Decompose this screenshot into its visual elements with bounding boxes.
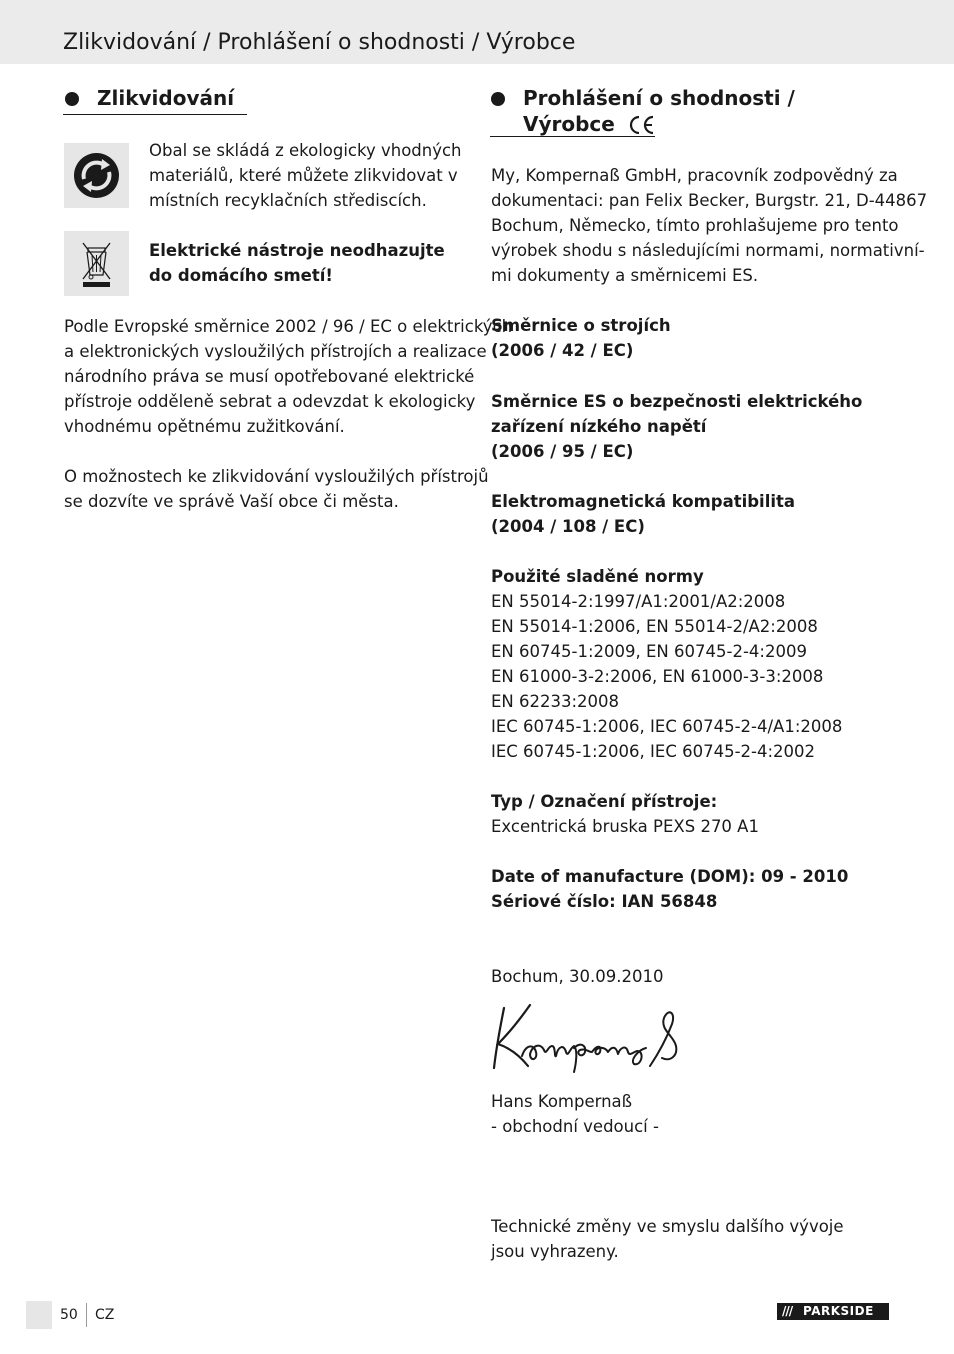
crossed-bin-icon <box>64 231 129 296</box>
weee-warning-line-1: Elektrické nástroje neodhazujte <box>149 241 445 260</box>
disposal-para-1-line-2: a elektronických vysloužilých přístrojích a realizace <box>64 342 487 361</box>
section-title-disposal: Zlikvidování <box>97 86 235 110</box>
low-voltage-directive-line-2: zařízení nízkého napětí <box>491 417 707 436</box>
disposal-para-1-line-1: Podle Evropské směrnice 2002 / 96 / EC o elektrických <box>64 317 513 336</box>
serial-number: Sériové číslo: IAN 56848 <box>491 892 718 911</box>
standards-heading: Použité sladěné normy <box>491 567 704 586</box>
standard-item: EN 60745-1:2009, EN 60745-2-4:2009 <box>491 642 807 661</box>
intro-line-3: Bochum, Německo, tímto prohlašujeme pro tento <box>491 216 899 235</box>
recycle-text-line-3: místních recyklačních střediscích. <box>149 191 427 210</box>
machinery-directive-line-1: Směrnice o strojích <box>491 316 671 335</box>
recycling-icon <box>64 143 129 208</box>
standard-item: IEC 60745-1:2006, IEC 60745-2-4:2002 <box>491 742 816 761</box>
type-heading: Typ / Označení přístroje: <box>491 792 718 811</box>
disposal-para-1-line-3: národního práva se musí opotřebované elektrické <box>64 367 475 386</box>
page-number: 50 <box>60 1307 78 1323</box>
signer-name: Hans Kompernaß <box>491 1092 633 1111</box>
intro-line-2: dokumentaci: pan Felix Becker, Burgstr. 21, D-44867 <box>491 191 928 210</box>
technical-note-line-1: Technické změny ve smyslu dalšího vývoje <box>491 1217 844 1236</box>
weee-warning-line-2: do domácího smetí! <box>149 266 333 285</box>
signature-image <box>490 1000 690 1075</box>
section-bullet-icon <box>65 92 79 106</box>
language-code: CZ <box>95 1307 115 1323</box>
disposal-para-1-line-5: vhodnému opětnému zužitkování. <box>64 417 345 436</box>
brand-slashes: /// <box>782 1304 793 1318</box>
intro-line-1: My, Kompernaß GmbH, pracovník zodpovědný za <box>491 166 898 185</box>
section-title-conformity: Prohlášení o shodnosti / <box>523 86 795 110</box>
brand-logo <box>777 1303 889 1320</box>
disposal-para-2-line-1: O možnostech ke zlikvidování vysloužilých přístrojů <box>64 467 489 486</box>
disposal-para-2-line-2: se dozvíte ve správě Vaší obce či města. <box>64 492 399 511</box>
page-title: Zlikvidování / Prohlášení o shodnosti / Výrobce <box>63 30 576 55</box>
disposal-para-1-line-4: přístroje odděleně sebrat a odevzdat k ekologicky <box>64 392 476 411</box>
section-bullet-icon <box>491 92 505 106</box>
section-underline <box>63 114 247 115</box>
signer-role: - obchodní vedoucí - <box>491 1117 659 1136</box>
section-title-manufacturer: Výrobce <box>523 112 615 136</box>
date-of-manufacture: Date of manufacture (DOM): 09 - 2010 <box>491 867 849 886</box>
section-underline <box>490 136 655 137</box>
intro-line-5: mi dokumenty a směrnicemi ES. <box>491 266 759 285</box>
standard-item: IEC 60745-1:2006, IEC 60745-2-4/A1:2008 <box>491 717 843 736</box>
emc-directive-line-1: Elektromagnetická kompatibilita <box>491 492 796 511</box>
standard-item: EN 55014-1:2006, EN 55014-2/A2:2008 <box>491 617 818 636</box>
low-voltage-directive-line-3: (2006 / 95 / EC) <box>491 442 634 461</box>
standard-item: EN 61000-3-2:2006, EN 61000-3-3:2008 <box>491 667 824 686</box>
technical-note-line-2: jsou vyhrazeny. <box>491 1242 619 1261</box>
type-value: Excentrická bruska PEXS 270 A1 <box>491 817 759 836</box>
emc-directive-line-2: (2004 / 108 / EC) <box>491 517 645 536</box>
brand-name: PARKSIDE <box>803 1304 874 1318</box>
standard-item: EN 55014-2:1997/A1:2001/A2:2008 <box>491 592 786 611</box>
place-and-date: Bochum, 30.09.2010 <box>491 967 664 986</box>
standard-item: EN 62233:2008 <box>491 692 620 711</box>
footer-divider <box>86 1303 87 1327</box>
recycle-text-line-2: materiálů, které můžete zlikvidovat v <box>149 166 458 185</box>
recycle-text-line-1: Obal se skládá z ekologicky vhodných <box>149 141 462 160</box>
ce-mark-icon <box>627 114 657 136</box>
intro-line-4: výrobek shodu s následujícími normami, normativní- <box>491 241 925 260</box>
low-voltage-directive-line-1: Směrnice ES o bezpečnosti elektrického <box>491 392 863 411</box>
machinery-directive-line-2: (2006 / 42 / EC) <box>491 341 634 360</box>
footer-marker <box>26 1301 52 1329</box>
